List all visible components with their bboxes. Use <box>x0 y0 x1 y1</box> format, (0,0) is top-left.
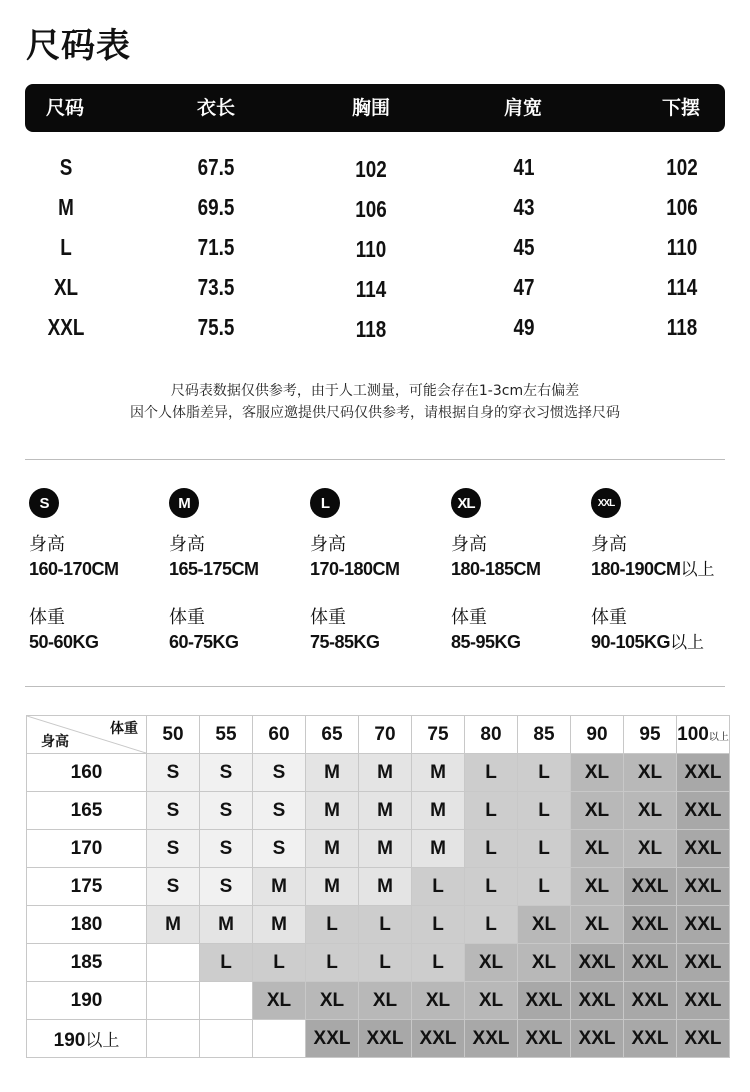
height-header: 190 <box>27 982 147 1020</box>
grid-cell: M <box>200 906 253 944</box>
grid-cell: XXL <box>677 906 730 944</box>
divider-bottom <box>25 686 725 687</box>
grid-row <box>27 792 730 830</box>
grid-cell: S <box>200 830 253 868</box>
grid-cell: M <box>412 754 465 792</box>
weight-range: 50-60KG <box>29 632 99 652</box>
size-cell-size: L <box>60 234 72 260</box>
size-cell-chest: 114 <box>355 276 387 302</box>
recommendation-s <box>29 488 169 654</box>
size-cell-shoulder: 43 <box>513 194 535 220</box>
grid-cell: XXL <box>677 982 730 1020</box>
header-shoulder: 肩宽 <box>503 97 543 119</box>
height-weight-grid <box>26 715 730 1058</box>
size-cell-chest: 102 <box>355 156 387 182</box>
size-cell-size: S <box>59 154 73 180</box>
grid-cell: L <box>518 792 571 830</box>
grid-cell: M <box>359 868 412 906</box>
size-cell-length: 71.5 <box>197 234 235 260</box>
grid-cell: S <box>147 754 200 792</box>
size-cell-size: XXL <box>47 314 85 340</box>
header-length: 衣长 <box>196 97 236 119</box>
grid-weight-label: 体重 <box>110 721 138 737</box>
grid-cell: M <box>306 868 359 906</box>
grid-height-label: 身高 <box>41 734 69 750</box>
page-title: 尺码表 <box>26 26 131 66</box>
grid-cell: L <box>412 906 465 944</box>
grid-cell: M <box>359 754 412 792</box>
weight-label: 体重 <box>591 607 627 628</box>
grid-cell: S <box>253 754 306 792</box>
height-range: 170-180CM <box>310 559 400 579</box>
height-range: 160-170CM <box>29 559 119 579</box>
grid-cell: XL <box>306 982 359 1020</box>
weight-label: 体重 <box>169 607 205 628</box>
grid-cell: L <box>359 944 412 982</box>
recommendation-xxl <box>591 488 731 654</box>
grid-cell: L <box>518 868 571 906</box>
size-cell-chest: 118 <box>355 316 387 342</box>
grid-cell: XXL <box>624 944 677 982</box>
size-row <box>0 187 750 227</box>
grid-cell: XXL <box>359 1020 412 1058</box>
grid-row <box>27 906 730 944</box>
grid-cell: L <box>518 754 571 792</box>
grid-cell: M <box>306 792 359 830</box>
grid-cell: XL <box>518 906 571 944</box>
size-cell-shoulder: 47 <box>513 274 535 300</box>
weight-range: 75-85KG <box>310 632 380 652</box>
recommendation-xl <box>451 488 591 654</box>
size-cell-length: 75.5 <box>197 314 235 340</box>
grid-cell: S <box>147 830 200 868</box>
size-cell-shoulder: 49 <box>513 314 535 340</box>
height-range: 180-190CM以上 <box>591 559 715 580</box>
grid-cell: XXL <box>677 868 730 906</box>
grid-cell: XXL <box>624 868 677 906</box>
grid-cell: L <box>200 944 253 982</box>
grid-cell <box>147 944 200 982</box>
header-size: 尺码 <box>45 97 85 119</box>
grid-cell: XXL <box>571 982 624 1020</box>
weight-header: 95 <box>624 716 677 754</box>
grid-cell: XL <box>571 868 624 906</box>
grid-cell: XXL <box>518 1020 571 1058</box>
height-label: 身高 <box>29 534 65 555</box>
weight-header: 100以上 <box>677 716 730 754</box>
grid-cell: L <box>465 830 518 868</box>
size-cell-shoulder: 45 <box>513 234 535 260</box>
weight-label: 体重 <box>310 607 346 628</box>
grid-row <box>27 944 730 982</box>
grid-cell: M <box>412 792 465 830</box>
height-header: 175 <box>27 868 147 906</box>
size-cell-hem: 106 <box>666 194 698 220</box>
grid-cell <box>147 1020 200 1058</box>
divider-top <box>25 459 725 460</box>
size-badge-icon: S <box>29 488 59 518</box>
grid-cell: XL <box>624 830 677 868</box>
weight-header: 75 <box>412 716 465 754</box>
size-row <box>0 307 750 347</box>
header-chest: 胸围 <box>351 97 391 119</box>
size-row <box>0 227 750 267</box>
size-cell-length: 73.5 <box>197 274 235 300</box>
recommendation-l <box>310 488 450 654</box>
height-header: 185 <box>27 944 147 982</box>
size-cell-shoulder: 41 <box>513 154 535 180</box>
size-cell-length: 67.5 <box>197 154 235 180</box>
height-header: 165 <box>27 792 147 830</box>
grid-cell <box>200 982 253 1020</box>
grid-cell: L <box>412 944 465 982</box>
weight-header: 90 <box>571 716 624 754</box>
weight-header: 55 <box>200 716 253 754</box>
grid-cell <box>200 1020 253 1058</box>
grid-cell: M <box>253 868 306 906</box>
grid-cell: XL <box>624 792 677 830</box>
size-cell-chest: 110 <box>355 236 387 262</box>
grid-row <box>27 868 730 906</box>
grid-cell: S <box>200 792 253 830</box>
weight-header: 60 <box>253 716 306 754</box>
grid-cell <box>147 982 200 1020</box>
size-cell-chest: 106 <box>355 196 387 222</box>
grid-cell: XXL <box>677 792 730 830</box>
weight-range: 85-95KG <box>451 632 521 652</box>
weight-header: 50 <box>147 716 200 754</box>
grid-cell: L <box>306 906 359 944</box>
grid-cell: XL <box>571 830 624 868</box>
size-badge-icon: M <box>169 488 199 518</box>
grid-cell: M <box>412 830 465 868</box>
grid-cell: S <box>253 830 306 868</box>
grid-cell: L <box>412 868 465 906</box>
grid-cell: XXL <box>412 1020 465 1058</box>
grid-cell: XL <box>571 906 624 944</box>
grid-cell: XXL <box>571 944 624 982</box>
grid-cell: L <box>465 906 518 944</box>
weight-header: 85 <box>518 716 571 754</box>
weight-label: 体重 <box>451 607 487 628</box>
size-row <box>0 147 750 187</box>
grid-cell: S <box>253 792 306 830</box>
grid-cell: XXL <box>624 982 677 1020</box>
grid-cell: M <box>306 754 359 792</box>
height-range: 165-175CM <box>169 559 259 579</box>
header-hem: 下摆 <box>661 97 701 119</box>
grid-row <box>27 830 730 868</box>
size-table-header <box>25 84 725 132</box>
size-badge-icon: XXL <box>591 488 621 518</box>
grid-cell: M <box>147 906 200 944</box>
weight-header: 70 <box>359 716 412 754</box>
grid-cell: S <box>147 792 200 830</box>
size-cell-hem: 110 <box>666 234 698 260</box>
grid-cell: XXL <box>677 1020 730 1058</box>
note-line-1: 尺码表数据仅供参考，由于人工测量，可能会存在1-3cm左右偏差 <box>170 383 580 399</box>
size-badge-icon: XL <box>451 488 481 518</box>
grid-row <box>27 1020 730 1058</box>
weight-range: 60-75KG <box>169 632 239 652</box>
grid-cell: XXL <box>624 906 677 944</box>
size-cell-size: M <box>58 194 74 220</box>
grid-cell: XL <box>412 982 465 1020</box>
grid-row <box>27 982 730 1020</box>
grid-cell: M <box>359 830 412 868</box>
grid-cell <box>253 1020 306 1058</box>
height-label: 身高 <box>591 534 627 555</box>
grid-cell: M <box>359 792 412 830</box>
grid-cell: L <box>465 754 518 792</box>
height-header: 180 <box>27 906 147 944</box>
grid-cell: XL <box>518 944 571 982</box>
weight-range: 90-105KG以上 <box>591 632 705 653</box>
height-label: 身高 <box>451 534 487 555</box>
grid-cell: L <box>306 944 359 982</box>
grid-cell: M <box>306 830 359 868</box>
grid-cell: L <box>465 868 518 906</box>
height-header: 160 <box>27 754 147 792</box>
weight-header: 65 <box>306 716 359 754</box>
grid-cell: L <box>253 944 306 982</box>
weight-label: 体重 <box>29 607 65 628</box>
grid-cell: XL <box>571 792 624 830</box>
grid-cell: XXL <box>571 1020 624 1058</box>
grid-cell: S <box>200 868 253 906</box>
height-label: 身高 <box>310 534 346 555</box>
size-cell-length: 69.5 <box>197 194 235 220</box>
size-row <box>0 267 750 307</box>
grid-cell: L <box>359 906 412 944</box>
grid-cell: XL <box>571 754 624 792</box>
grid-cell: M <box>253 906 306 944</box>
grid-cell: XL <box>465 944 518 982</box>
weight-header: 80 <box>465 716 518 754</box>
grid-cell: XXL <box>518 982 571 1020</box>
grid-cell: XXL <box>677 944 730 982</box>
grid-row <box>27 754 730 792</box>
size-cell-hem: 118 <box>666 314 698 340</box>
grid-cell: XXL <box>306 1020 359 1058</box>
grid-cell: L <box>465 792 518 830</box>
size-badge-icon: L <box>310 488 340 518</box>
grid-corner <box>27 716 147 754</box>
grid-cell: L <box>518 830 571 868</box>
grid-cell: XL <box>359 982 412 1020</box>
grid-cell: XL <box>465 982 518 1020</box>
grid-cell: XL <box>253 982 306 1020</box>
size-cell-size: XL <box>53 274 79 300</box>
grid-cell: S <box>200 754 253 792</box>
height-label: 身高 <box>169 534 205 555</box>
grid-cell: XL <box>624 754 677 792</box>
size-cell-hem: 102 <box>666 154 698 180</box>
note-line-2: 因个人体脂差异，客服应邀提供尺码仅供参考，请根据自身的穿衣习惯选择尺码 <box>130 405 620 421</box>
grid-cell: XXL <box>677 830 730 868</box>
height-header: 170 <box>27 830 147 868</box>
height-header: 190以上 <box>27 1020 147 1058</box>
grid-cell: S <box>147 868 200 906</box>
grid-cell: XXL <box>624 1020 677 1058</box>
size-cell-hem: 114 <box>666 274 698 300</box>
grid-cell: XXL <box>677 754 730 792</box>
grid-cell: XXL <box>465 1020 518 1058</box>
recommendation-m <box>169 488 309 654</box>
height-range: 180-185CM <box>451 559 541 579</box>
